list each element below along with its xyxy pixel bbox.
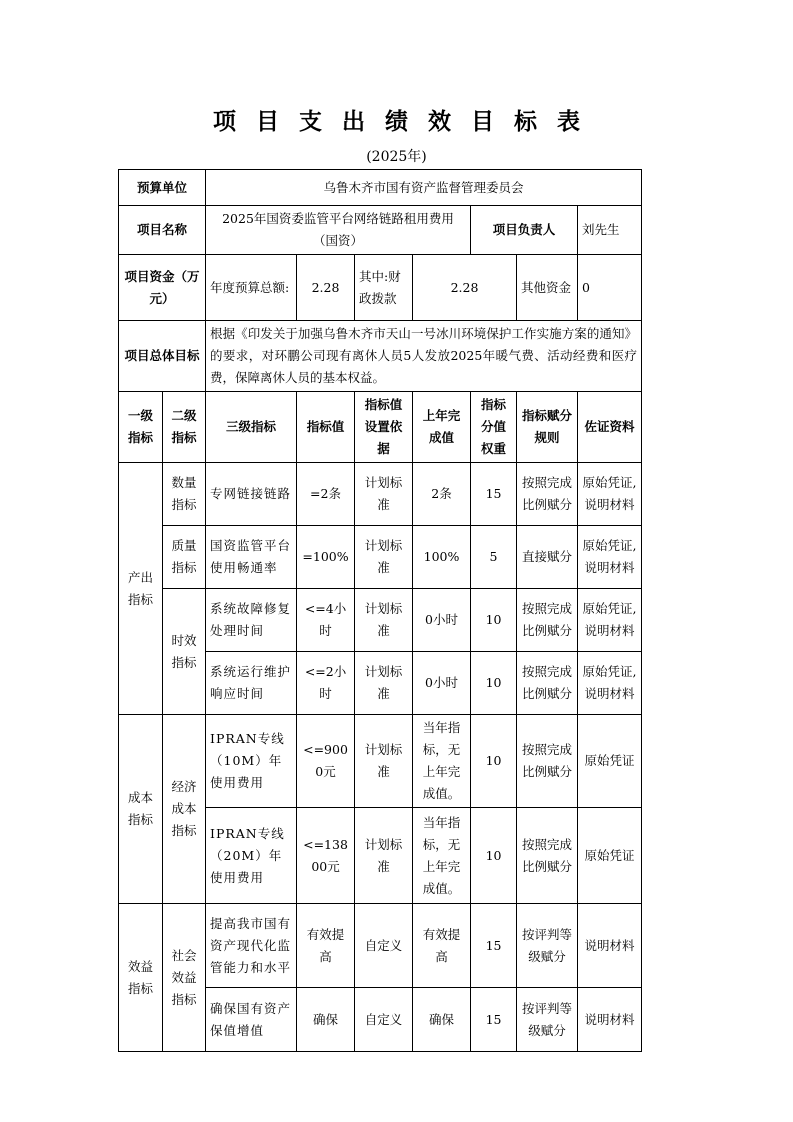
last-year-value: 0小时 [413, 589, 471, 652]
level2-indicator: 质量指标 [163, 526, 206, 589]
level3-indicator: 确保国有资产保值增值 [206, 988, 297, 1052]
project-leader-value: 刘先生 [578, 206, 642, 255]
indicator-value: <=4小时 [297, 589, 355, 652]
scoring-rule: 按照完成比例赋分 [517, 589, 578, 652]
header-scoring-rule: 指标赋分规则 [517, 392, 578, 463]
evidence: 原始凭证,说明材料 [578, 652, 642, 715]
indicator-value: <=2小时 [297, 652, 355, 715]
evidence: 说明材料 [578, 988, 642, 1052]
scoring-rule: 按评判等级赋分 [517, 988, 578, 1052]
project-leader-label: 项目负责人 [471, 206, 578, 255]
evidence: 原始凭证,说明材料 [578, 526, 642, 589]
level3-indicator: 系统故障修复处理时间 [206, 589, 297, 652]
indicator-row [119, 526, 642, 589]
last-year-value: 当年指标，无上年完成值。 [413, 715, 471, 808]
evidence: 说明材料 [578, 904, 642, 988]
header-level1: 一级指标 [119, 392, 163, 463]
header-weight: 指标分值权重 [471, 392, 517, 463]
fiscal-funds-label: 其中:财政拨款 [355, 255, 413, 321]
last-year-value: 确保 [413, 988, 471, 1052]
indicator-row [119, 589, 642, 652]
annual-budget-value: 2.28 [297, 255, 355, 321]
last-year-value: 有效提高 [413, 904, 471, 988]
header-evidence: 佐证资料 [578, 392, 642, 463]
last-year-value: 0小时 [413, 652, 471, 715]
header-level3: 三级指标 [206, 392, 297, 463]
scoring-rule: 按评判等级赋分 [517, 904, 578, 988]
level2-indicator: 时效指标 [163, 589, 206, 715]
scoring-rule: 按照完成比例赋分 [517, 808, 578, 904]
indicator-value: =2条 [297, 463, 355, 526]
level2-indicator: 经济成本指标 [163, 715, 206, 904]
evidence: 原始凭证 [578, 808, 642, 904]
header-last-year-value: 上年完成值 [413, 392, 471, 463]
value-basis: 计划标准 [355, 715, 413, 808]
indicator-header-row [119, 392, 642, 463]
weight: 10 [471, 808, 517, 904]
annual-budget-label: 年度预算总额: [206, 255, 297, 321]
value-basis: 计划标准 [355, 652, 413, 715]
level3-indicator: 系统运行维护响应时间 [206, 652, 297, 715]
value-basis: 自定义 [355, 904, 413, 988]
project-name-value: 2025年国资委监管平台网络链路租用费用（国资） [206, 206, 471, 255]
last-year-value: 当年指标，无上年完成值。 [413, 808, 471, 904]
weight: 10 [471, 652, 517, 715]
weight: 15 [471, 463, 517, 526]
value-basis: 计划标准 [355, 463, 413, 526]
value-basis: 计划标准 [355, 589, 413, 652]
budget-unit-label: 预算单位 [119, 170, 206, 206]
header-level2: 二级指标 [163, 392, 206, 463]
last-year-value: 2条 [413, 463, 471, 526]
level2-indicator: 社会效益指标 [163, 904, 206, 1052]
weight: 5 [471, 526, 517, 589]
level3-indicator: 提高我市国有资产现代化监管能力和水平 [206, 904, 297, 988]
year-label: (2025年) [366, 149, 427, 165]
indicator-value: =100% [297, 526, 355, 589]
indicator-value: <=9000元 [297, 715, 355, 808]
weight: 15 [471, 904, 517, 988]
indicator-value: <=13800元 [297, 808, 355, 904]
evidence: 原始凭证,说明材料 [578, 589, 642, 652]
header-value-basis: 指标值设置依据 [355, 392, 413, 463]
level3-indicator: 专网链接链路 [206, 463, 297, 526]
indicator-row [119, 463, 642, 526]
last-year-value: 100% [413, 526, 471, 589]
project-name-label: 项目名称 [119, 206, 206, 255]
overall-goal-label: 项目总体目标 [119, 321, 206, 392]
evidence: 原始凭证 [578, 715, 642, 808]
other-funds-label: 其他资金 [517, 255, 578, 321]
weight: 10 [471, 589, 517, 652]
overall-goal-value: 根据《印发关于加强乌鲁木齐市天山一号冰川环境保护工作实施方案的通知》的要求，对环鹏公司现有离休人员5人发放2025年暖气费、活动经费和医疗费，保障离休人员的基本权益。 [206, 321, 642, 392]
budget-unit-value: 乌鲁木齐市国有资产监督管理委员会 [206, 170, 642, 206]
performance-table [118, 169, 642, 1052]
scoring-rule: 按照完成比例赋分 [517, 463, 578, 526]
fiscal-funds-value: 2.28 [413, 255, 517, 321]
evidence: 原始凭证,说明材料 [578, 463, 642, 526]
level1-indicator: 产出指标 [119, 463, 163, 715]
scoring-rule: 按照完成比例赋分 [517, 652, 578, 715]
value-basis: 自定义 [355, 988, 413, 1052]
other-funds-value: 0 [578, 255, 642, 321]
level1-indicator: 成本指标 [119, 715, 163, 904]
project-funds-label: 项目资金（万元） [119, 255, 206, 321]
indicator-row [119, 715, 642, 808]
indicator-row [119, 904, 642, 988]
level3-indicator: 国资监管平台使用畅通率 [206, 526, 297, 589]
level1-indicator: 效益指标 [119, 904, 163, 1052]
scoring-rule: 直接赋分 [517, 526, 578, 589]
value-basis: 计划标准 [355, 526, 413, 589]
header-indicator-value: 指标值 [297, 392, 355, 463]
value-basis: 计划标准 [355, 808, 413, 904]
indicator-value: 确保 [297, 988, 355, 1052]
page-title: 项目支出绩效目标表 [213, 109, 600, 135]
scoring-rule: 按照完成比例赋分 [517, 715, 578, 808]
level2-indicator: 数量指标 [163, 463, 206, 526]
level3-indicator: IPRAN专线（10M）年使用费用 [206, 715, 297, 808]
level3-indicator: IPRAN专线（20M）年使用费用 [206, 808, 297, 904]
indicator-value: 有效提高 [297, 904, 355, 988]
weight: 15 [471, 988, 517, 1052]
weight: 10 [471, 715, 517, 808]
